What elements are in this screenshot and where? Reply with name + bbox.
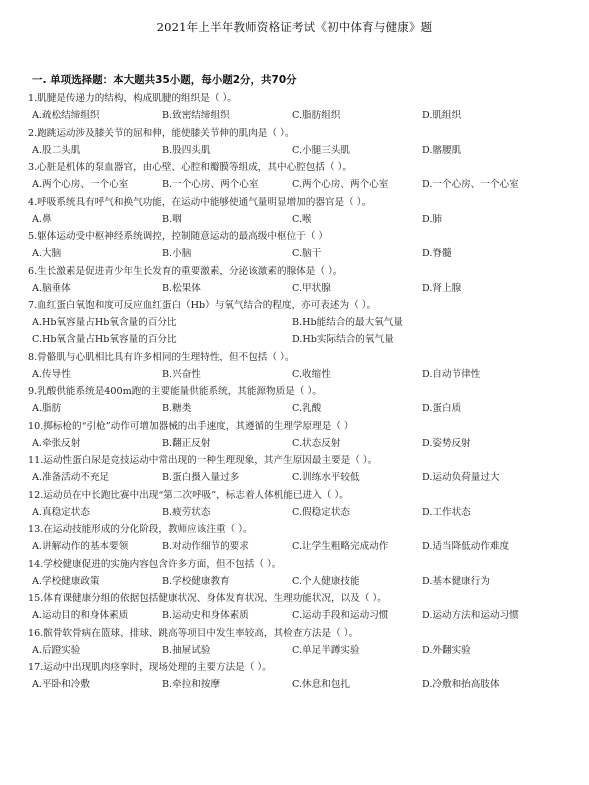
option-c: C.Hb氧含量占Hb氧容量的百分比 <box>32 334 177 345</box>
option-b: B.牵拉和按摩 <box>162 679 221 690</box>
option-row <box>24 642 579 659</box>
section-heading: 一. 单项选择题：本大题共35小题，每小题2分，共70分 <box>32 74 297 86</box>
question-7 <box>24 297 579 349</box>
question-4 <box>24 194 579 229</box>
question-list <box>24 90 579 694</box>
option-b: B.松果体 <box>162 282 201 294</box>
option-b: B.致密结缔组织 <box>162 110 230 121</box>
option-row <box>24 538 579 555</box>
option-b: B.咽 <box>162 213 182 225</box>
question-5 <box>24 228 579 263</box>
option-d: D.工作状态 <box>422 506 471 518</box>
option-a: A.讲解动作的基本要领 <box>32 541 129 552</box>
question-text: 10.掷标枪的“引枪”动作可增加器械的出手速度，其遵循的生理学原理是（ ） <box>28 420 354 432</box>
option-d: D.姿势反射 <box>422 437 471 449</box>
option-a: A.运动目的和身体素质 <box>32 610 129 621</box>
option-d: D.肾上腺 <box>422 282 462 294</box>
option-row <box>24 400 579 417</box>
question-text: 15.体育课健康分组的依据包括健康状况、身体发育状况、生理功能状况，以及（ ）。 <box>28 593 387 604</box>
option-a: A.脑垂体 <box>32 282 71 294</box>
question-text: 4.呼吸系统具有呼气和换气功能，在运动中能够使通气量明显增加的器官是（ ）。 <box>28 196 372 208</box>
option-b: B.小脑 <box>162 248 192 259</box>
option-c: C.个人健康技能 <box>292 575 360 587</box>
option-b: B.蛋白摄入量过多 <box>162 472 240 483</box>
option-row <box>24 676 579 693</box>
option-c: C.假稳定状态 <box>292 506 351 518</box>
option-row <box>24 469 579 486</box>
option-c: C.乳酸 <box>292 403 322 414</box>
option-d: D.运动方法和运动习惯 <box>422 610 519 621</box>
question-text: 14.学校健康促进的实施内容包含许多方面，但不包括（ ）。 <box>28 558 282 570</box>
option-c: C.甲状腺 <box>292 282 331 294</box>
question-16 <box>24 625 579 660</box>
question-2 <box>24 125 579 160</box>
option-a: A.股二头肌 <box>32 144 81 156</box>
option-d: D.一个心房、一个心室 <box>422 179 519 190</box>
option-a: A.疏松结缔组织 <box>32 110 100 121</box>
option-d: D.冷敷和抬高肢体 <box>422 679 500 690</box>
option-d: D.运动负荷量过大 <box>422 472 500 483</box>
option-row <box>24 245 579 262</box>
option-a: A.牵张反射 <box>32 437 81 449</box>
option-b: B.糖类 <box>162 403 192 414</box>
option-d: D.髂腰肌 <box>422 144 462 156</box>
question-text: 7.血红蛋白氧饱和度可反应血红蛋白（Hb）与氧气结合的程度，亦可表述为（ ）。 <box>28 300 377 311</box>
option-d: D.肺 <box>422 213 442 225</box>
question-text: 17.运动中出现肌肉痉挛时，现场处理的主要方法是（ ）。 <box>28 662 272 673</box>
question-12 <box>24 487 579 522</box>
option-b: B.股四头肌 <box>162 144 211 156</box>
question-text: 9.乳酸供能系统是400m跑的主要能量供能系统，其能源物质是（ ）。 <box>28 386 322 397</box>
option-a: A.真稳定状态 <box>32 506 90 518</box>
option-b: B.兴奋性 <box>162 368 201 380</box>
option-a: A.脂肪 <box>32 403 62 414</box>
option-c: C.收缩性 <box>292 368 331 380</box>
option-c: C.喉 <box>292 213 312 225</box>
option-d: D.自动节律性 <box>422 368 481 380</box>
option-a: A.两个心房、一个心室 <box>32 179 129 190</box>
question-text: 6.生长激素是促进青少年生长发育的重要激素，分泌该激素的腺体是（ ）。 <box>28 265 343 277</box>
option-a: A.准备活动不充足 <box>32 472 110 483</box>
question-text: 1.肌腱是传递力的结构，构成肌腱的组织是（ ）。 <box>28 93 237 104</box>
question-text: 12.运动员在中长跑比赛中出现“第二次呼吸”，标志着人体机能已进入（ ）。 <box>28 489 349 501</box>
question-text: 2.跑跳运动涉及膝关节的屈和伸，能使膝关节伸的肌肉是（ ）。 <box>28 127 295 139</box>
option-b: B.学校健康教育 <box>162 575 230 587</box>
option-c: C.运动手段和运动习惯 <box>292 610 389 621</box>
question-text: 11.运动性蛋白尿是竞技运动中常出现的一种生理现象，其产生原因最主要是（ ）。 <box>28 455 378 466</box>
option-c: C.两个心房、两个心室 <box>292 179 389 190</box>
question-9 <box>24 383 579 418</box>
question-13 <box>24 521 579 556</box>
question-text: 5.躯体运动受中枢神经系统调控，控制随意运动的最高级中枢位于（ ） <box>28 231 329 242</box>
option-a: A.平卧和冷敷 <box>32 679 90 690</box>
question-6 <box>24 263 579 298</box>
option-row <box>24 107 579 124</box>
option-row <box>24 607 579 624</box>
option-b: B.疲劳状态 <box>162 506 211 518</box>
option-row <box>24 366 579 383</box>
option-b: B.Hb能结合的最大氧气量 <box>292 317 403 328</box>
option-row <box>24 504 579 521</box>
question-text: 16.髌骨软骨病在篮球、排球、跳高等项目中发生率较高，其检查方法是（ ）。 <box>28 627 359 639</box>
option-row <box>24 280 579 297</box>
option-row <box>24 176 579 193</box>
option-d: D.基本健康行为 <box>422 575 490 587</box>
option-a: A.学校健康政策 <box>32 575 100 587</box>
option-c: C.小腿三头肌 <box>292 144 351 156</box>
option-c: C.脂肪组织 <box>292 110 341 121</box>
option-a: A.Hb氧容量占Hb氧含量的百分比 <box>32 317 177 328</box>
option-b: B.运动史和身体素质 <box>162 610 249 621</box>
option-c: C.休息和包扎 <box>292 679 351 690</box>
exam-title: 2021年上半年教师资格证考试《初中体育与健康》题 <box>156 20 433 34</box>
option-row <box>24 331 579 348</box>
option-d: D.蛋白质 <box>422 403 462 414</box>
question-text: 3.心脏是机体的泵血器官，由心壁、心腔和瓣膜等组成，其中心腔包括（ ）。 <box>28 162 352 173</box>
option-b: B.一个心房、两个心室 <box>162 179 259 190</box>
option-b: B.对动作细节的要求 <box>162 541 249 552</box>
option-c: C.单足半蹲实验 <box>292 644 360 656</box>
option-d: D.Hb实际结合的氧气量 <box>292 334 394 345</box>
question-text: 8.骨骼肌与心肌相比具有许多相同的生理特性，但不包括（ ）。 <box>28 351 295 363</box>
option-c: C.让学生粗略完成动作 <box>292 541 389 552</box>
option-c: C.状态反射 <box>292 437 341 449</box>
option-row <box>24 142 579 159</box>
question-11 <box>24 452 579 487</box>
option-row <box>24 435 579 452</box>
option-a: A.鼻 <box>32 213 52 225</box>
option-b: B.翻正反射 <box>162 437 211 449</box>
option-d: D.肌组织 <box>422 110 462 121</box>
option-row <box>24 211 579 228</box>
question-15 <box>24 590 579 625</box>
option-row <box>24 573 579 590</box>
question-14 <box>24 556 579 591</box>
option-b: B.抽屉试验 <box>162 644 211 656</box>
option-d: D.外翻实验 <box>422 644 471 656</box>
option-c: C.脑干 <box>292 248 322 259</box>
option-d: D.脊髓 <box>422 248 452 259</box>
question-10 <box>24 418 579 453</box>
question-1 <box>24 90 579 125</box>
option-row <box>24 314 579 331</box>
question-17 <box>24 659 579 694</box>
option-a: A.后蹬实验 <box>32 644 81 656</box>
option-c: C.训练水平较低 <box>292 472 360 483</box>
option-a: A.传导性 <box>32 368 71 380</box>
option-a: A.大脑 <box>32 248 62 259</box>
question-3 <box>24 159 579 194</box>
option-d: D.适当降低动作难度 <box>422 541 510 552</box>
question-8 <box>24 349 579 384</box>
question-text: 13.在运动技能形成的分化阶段，教师应该注重（ ）。 <box>28 524 253 535</box>
